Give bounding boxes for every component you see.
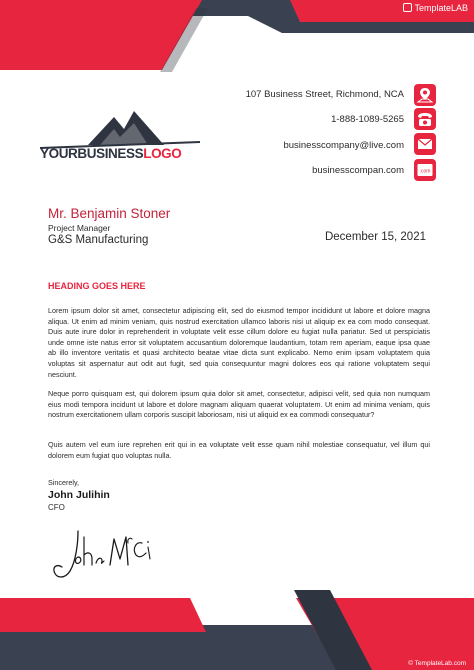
letter-heading: HEADING GOES HERE: [48, 281, 146, 291]
contact-phone: 1-888-1089-5265: [331, 114, 404, 125]
telephone-icon: [414, 108, 436, 130]
bottom-red-corner-left: [0, 598, 206, 632]
map-pin-icon: [414, 84, 436, 106]
body-paragraph: Neque porro quisquam est, qui dolorem ipsum quia dolor sit amet, consectetur, adipisci velit, sed quia non numquam eius modi tempora incidunt ut labore et dolore magnam aliquam quaerat voluptatem. Ut enim ad minima veniam, quis nostrum exercitationem ullam corporis suscipit laboriosam, nisi ut aliquid ex ea commodi consequatur?: [48, 389, 430, 420]
web-icon-label: .com: [419, 168, 431, 175]
closing-salutation: Sincerely,: [48, 478, 80, 487]
signer-title: CFO: [48, 503, 65, 512]
watermark-icon: [403, 3, 412, 12]
logo-wordmark: YOURBUSINESSLOGO: [40, 146, 182, 161]
recipient-name: Mr. Benjamin Stoner: [48, 206, 171, 221]
letter-date: December 15, 2021: [324, 231, 426, 243]
contact-address: 107 Business Street, Richmond, NCA: [245, 89, 404, 100]
contact-website[interactable]: businesscompan.com: [312, 165, 404, 176]
recipient-company: G&S Manufacturing: [48, 234, 149, 246]
contact-email[interactable]: businesscompany@live.com: [283, 140, 404, 151]
watermark: [403, 3, 468, 13]
body-paragraph: Quis autem vel eum iure reprehen erit qui in ea voluptate velit esse quam nihil molestiae consequatur, vel illum qui dolorem eum fugiat quo voluptas nulla.: [48, 440, 430, 460]
footer-credit: © TemplateLab.com: [408, 660, 466, 667]
recipient-title: Project Manager: [48, 223, 111, 233]
web-icon: [414, 159, 436, 181]
handwritten-signature: [48, 523, 158, 585]
envelope-icon: [414, 133, 436, 155]
body-paragraph: Lorem ipsum dolor sit amet, consectetur adipiscing elit, sed do eiusmod tempor incididunt ut labore et dolore magna aliqua. Ut enim ad minim veniam, quis nostrud exercitation ullamco laboris nisi ut aliquip ex ea com modo consequat. Duis aute irure dolor in reprehenderit in voluptate velit esse cillum dolore eu fugiat nulla pariatur. Sed ut perspiciatis unde omne iste natus error sit voluptatem accusantium doloremque laudantium, totam rem aperiam, eaque ipsa quae ab illo inventore veritatis et quasi architecto beatae vitae dicta sunt explicabo. Nemo enim ipsam voluptatem quia voluptas sit aspernatur aut odit aut fugit, sed quia consequuntur magni dolores eos qui ratione voluptatem sequi nesciunt.: [48, 306, 430, 379]
signer-name: John Julihin: [48, 489, 110, 501]
watermark-text: TemplateLAB: [414, 3, 468, 13]
